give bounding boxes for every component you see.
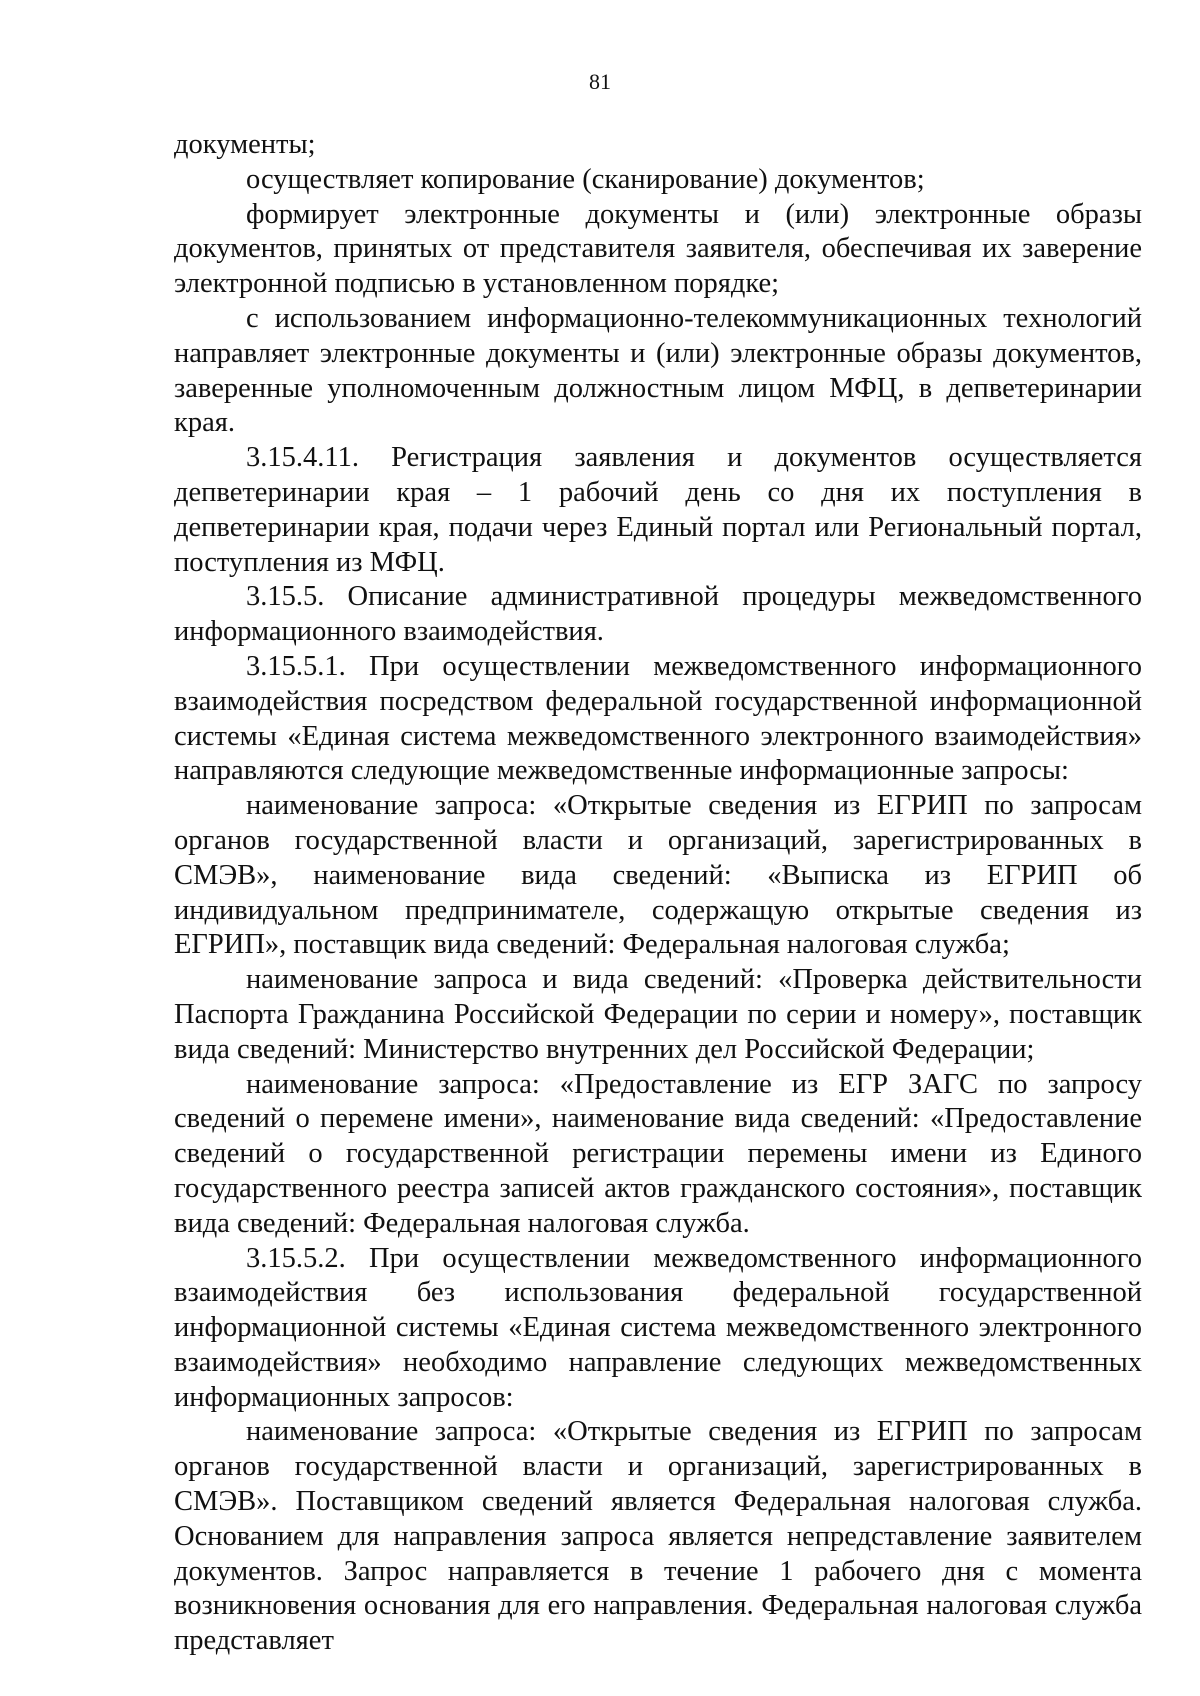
paragraph: 3.15.5. Описание административной процедуры межведомственного информационного взаимодействия. bbox=[174, 581, 1142, 648]
paragraph: наименование запроса: «Предоставление из ЕГР ЗАГС по запросу сведений о перемене имени», наименование вида сведений: «Предоставление сведений о государственной регистрации перемены имени из Единого государственного реестра записей актов гражданского состояния», поставщик вида сведений: Федеральная налоговая служба. bbox=[174, 1068, 1142, 1239]
paragraph: 3.15.5.1. При осуществлении межведомственного информационного взаимодействия посредством федеральной государственной информационной системы «Единая система межведомственного электронного взаимодействия» направляются следующие межведомственные информационные запросы: bbox=[174, 650, 1142, 787]
paragraph: наименование запроса и вида сведений: «Проверка действительности Паспорта Гражданина Российской Федерации по серии и номеру», поставщик вида сведений: Министерство внутренних дел Российской Федерации; bbox=[174, 964, 1142, 1065]
paragraph: осуществляет копирование (сканирование) документов; bbox=[246, 163, 925, 195]
document-body bbox=[174, 128, 1142, 1659]
paragraph: формирует электронные документы и (или) электронные образы документов, принятых от представителя заявителя, обеспечивая их заверение электронной подписью в установленном порядке; bbox=[174, 198, 1142, 300]
paragraph: наименование запроса: «Открытые сведения из ЕГРИП по запросам органов государственной власти и организаций, зарегистрированных в СМЭВ». Поставщиком сведений является Федеральная налоговая служба. Основанием для направления запроса является непредставление заявителем документов. Запрос направляется в течение 1 рабочего дня с момента возникновения основания для его направления. Федеральная налоговая служба представляет bbox=[174, 1416, 1142, 1657]
paragraph: с использованием информационно-телекоммуникационных технологий направляет электронные документы и (или) электронные образы документов, заверенные уполномоченным должностным лицом МФЦ, в депветеринарии края. bbox=[174, 302, 1142, 439]
paragraph: 3.15.4.11. Регистрация заявления и документов осуществляется депветеринарии края – 1 рабочий день со дня их поступления в депветеринарии края, подачи через Единый портал или Региональный портал, поступления из МФЦ. bbox=[174, 442, 1142, 578]
paragraph: наименование запроса: «Открытые сведения из ЕГРИП по запросам органов государственной власти и организаций, зарегистрированных в СМЭВ», наименование вида сведений: «Выписка из ЕГРИП об индивидуальном предпринимателе, содержащую открытые сведения из ЕГРИП», поставщик вида сведений: Федеральная налоговая служба; bbox=[174, 790, 1142, 961]
paragraph: 3.15.5.2. При осуществлении межведомственного информационного взаимодействия без использования федеральной государственной информационной системы «Единая система межведомственного электронного взаимодействия» необходимо направление следующих межведомственных информационных запросов: bbox=[174, 1242, 1142, 1413]
page-number: 81 bbox=[589, 69, 611, 94]
paragraph: документы; bbox=[174, 129, 316, 160]
